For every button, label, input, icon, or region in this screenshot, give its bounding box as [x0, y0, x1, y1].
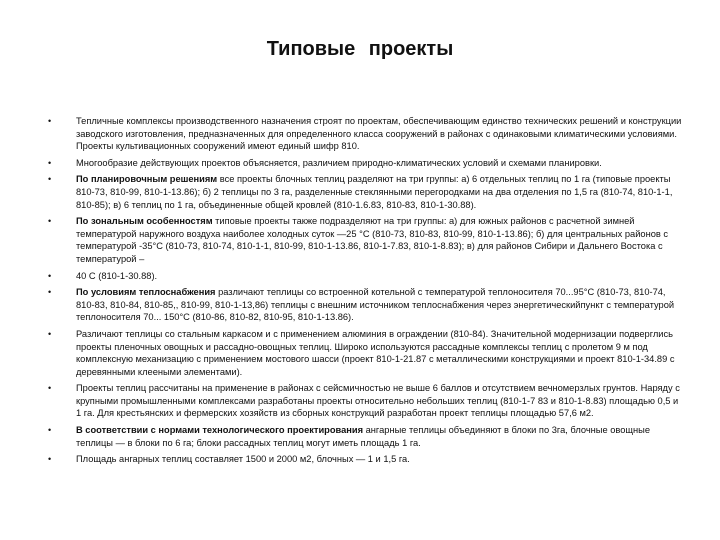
bullet-icon: •: [48, 216, 52, 227]
bullet-text: Многообразие действующих проектов объясняется, различием природно-климатических условий и схемами планировки.: [76, 157, 602, 168]
bullet-lead: По планировочным решениям: [76, 174, 218, 185]
bullet-item: [48, 270, 684, 283]
bullet-text: ангарные теплицы объединяют в блоки по 3га, блочные овощные теплицы — в блоки по 6 га; блоки рассадных теплиц могут иметь площадь 1 га.: [76, 425, 651, 448]
bullet-list: [48, 115, 684, 470]
bullet-item: [48, 286, 684, 324]
bullet-lead: По зональным особенностям: [76, 216, 213, 227]
bullet-item: [48, 115, 684, 153]
bullet-text: Тепличные комплексы производственного назначения строят по проектам, обеспечивающим единство технических решений и конструкции заводского изготовления, предназначенных для определенного класса сооружений в районах с одинаковыми климатическими условиями. Проекты культивационных сооружений имеют единый шифр 810.: [76, 116, 682, 152]
bullet-text: все проекты блочных теплиц разделяют на три группы: а) 6 отдельных теплиц по 1 га (типовые проекты 810-73, 810-99, 810-1-13.86); б) 2 теплицы по 3 га, разделенные стеклянными перегородками на два отделения по 1,5 га (810-74, 810-1-1, 810-85); в) 6 теплиц по 1 га, объединенные общей кровлей (810-1.6.83, 810-83, 810-1-30.88).: [76, 174, 673, 210]
bullet-item: [48, 173, 684, 211]
bullet-item: [48, 424, 684, 449]
bullet-icon: •: [48, 454, 52, 465]
bullet-icon: •: [48, 383, 52, 394]
bullet-text: Проекты теплиц рассчитаны на применение в районах с сейсмичностью не выше 6 баллов и отсутствием вечномерзлых грунтов. Наряду с крупными промышленными комплексами разработаны проекты относительно небольших теплиц (810-1-7 83 и 810-1-8.83) площадью 0,5 и 1 га. Для крестьянских и фермерских хозяйств из сборных конструкций разработан проект теплицы площадью 57,6 м2.: [76, 383, 680, 419]
bullet-item: [48, 328, 684, 378]
bullet-icon: •: [48, 425, 52, 436]
bullet-item: [48, 215, 684, 265]
bullet-text: 40 С (810-1-30.88).: [76, 270, 158, 281]
bullet-text: типовые проекты также подразделяют на три группы: а) для южных районов с расчетной зимней температурой наружного воздуха наиболее холодных суток —25 °С (810-73, 810-83, 810-99, 810-1-13.86); б) для центральных районов с температурой -35°С (810-73, 810-74, 810-1-1, 810-99, 810-1-13.86, 810-1-7.83, 810-1-8.83); в) для районов Сибири и Дальнего Востока с температурой –: [76, 216, 669, 264]
bullet-lead: По условиям теплоснабжения: [76, 287, 216, 298]
bullet-text: Различают теплицы со стальным каркасом и с применением алюминия в ограждении (810-84). Значительной модернизации подверглись проекты пленочных овощных и рассадно-овощных теплиц. Широко используются рассадные комплексы теплиц с пролетом 9 м под комплексную механизацию с применением мостового шасси (проект 810-1-21.87 с металлическими конструкциями и проект 810-1-34.89 с деревянными клееными элементами).: [76, 328, 675, 377]
bullet-item: [48, 157, 684, 170]
bullet-item: [48, 382, 684, 420]
bullet-icon: •: [48, 270, 52, 281]
bullet-text: различают теплицы со встроенной котельной с температурой теплоносителя 70...95°С (810-73, 810-74, 810-83, 810-84, 810-85,, 810-99, 810-1-13,86) теплицы с внешним источником теплоснабжения через энергетическийпункт с температурой теплоносителя 70... 150°С (810-86, 810-82, 810-95, 810-1-13.86).: [76, 287, 675, 323]
bullet-text: Площадь ангарных теплиц составляет 1500 и 2000 м2, блочных — 1 и 1,5 га.: [76, 454, 410, 465]
bullet-icon: •: [48, 287, 52, 298]
bullet-icon: •: [48, 328, 52, 339]
bullet-item: [48, 453, 684, 466]
bullet-icon: •: [48, 174, 52, 185]
bullet-lead: В соответствии с нормами технологического проектирования: [76, 425, 364, 436]
slide-title: Типовые проекты: [266, 38, 454, 60]
bullet-icon: •: [48, 116, 52, 126]
bullet-icon: •: [48, 157, 52, 168]
